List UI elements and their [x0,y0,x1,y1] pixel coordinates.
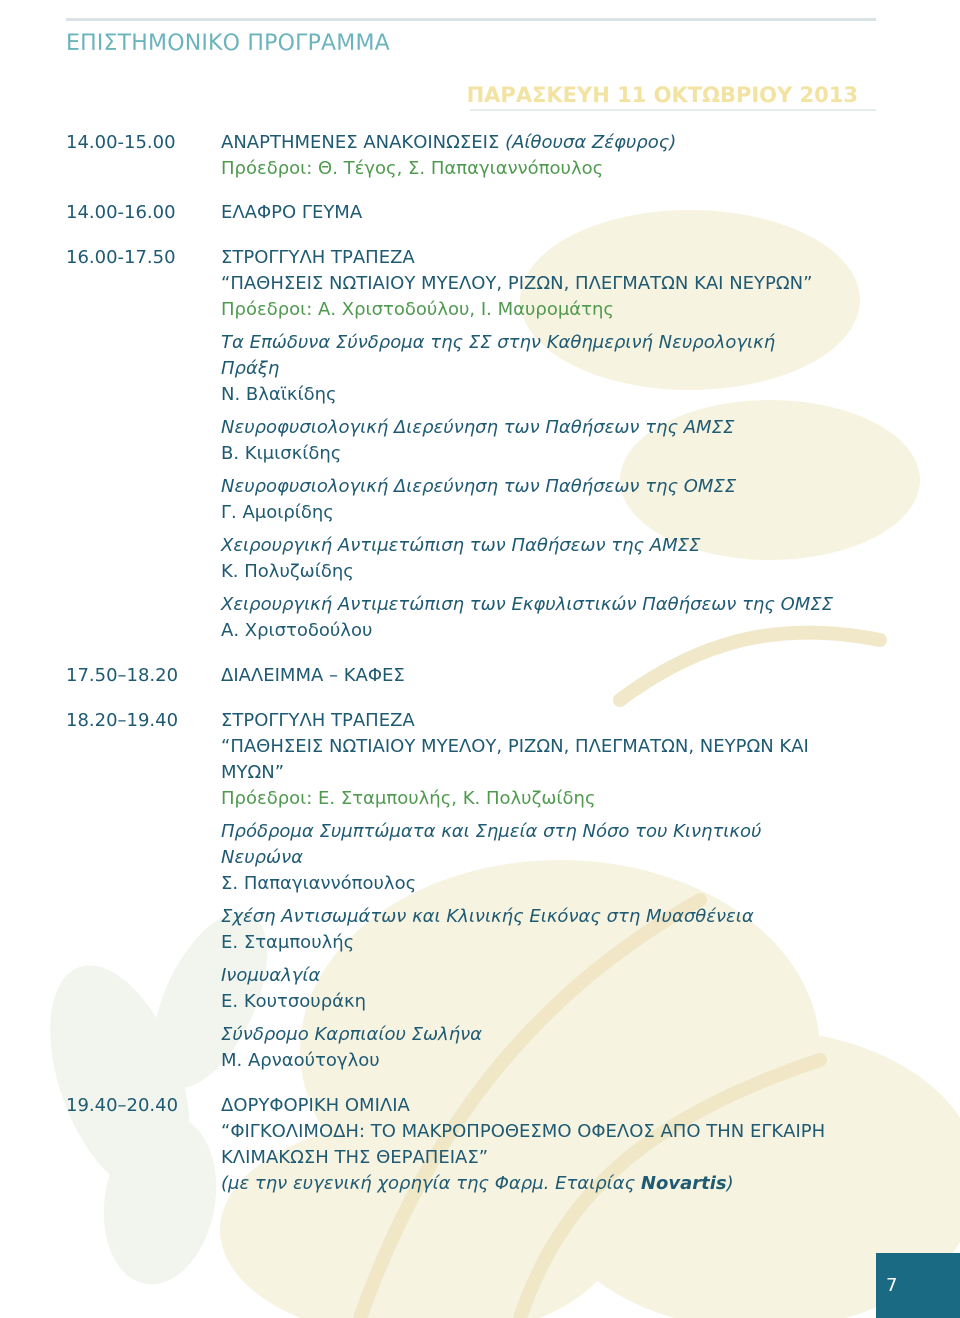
talk-speaker: Κ. Πολυζωίδης [221,561,354,582]
session-title: ΣΤΡΟΓΓΥΛΗ ΤΡΑΠΕΖΑ [221,247,415,268]
talk-item [221,533,901,585]
talk-title-cont: Πράξη [221,358,280,379]
session-subtitle: “ΠΑΘΗΣΕΙΣ ΝΩΤΙΑΙΟΥ ΜΥΕΛΟΥ, ΡΙΖΩΝ, ΠΛΕΓΜΑΤΩΝ ΚΑΙ ΝΕΥΡΩΝ” [221,273,813,294]
session-content [221,130,901,182]
top-divider [66,18,876,21]
session-title: ΔΙΑΛΕΙΜΜΑ – ΚΑΦΕΣ [221,665,405,686]
session-content [221,245,901,644]
session-title: ΑΝΑΡΤΗΜΕΝΕΣ ΑΝΑΚΟΙΝΩΣΕΙΣ [221,132,506,153]
talk-item [221,963,901,1015]
session-subtitle-cont: ΚΛΙΜΑΚΩΣΗ ΤΗΣ ΘΕΡΑΠΕΙΑΣ” [221,1147,489,1168]
talk-speaker: Σ. Παπαγιαννόπουλος [221,873,417,894]
talk-title: Νευροφυσιολογική Διερεύνηση των Παθήσεων της ΟΜΣΣ [221,476,737,497]
session-time: 16.00-17.50 [66,247,176,268]
talk-title: Σύνδρομο Καρπιαίου Σωλήνα [221,1024,483,1045]
session-content [221,200,901,226]
talk-speaker: Ν. Βλαϊκίδης [221,384,337,405]
sponsor-prefix: (με την ευγενική χορηγία της Φαρμ. Εταιρίας [221,1173,641,1194]
session-title: ΣΤΡΟΓΓΥΛΗ ΤΡΑΠΕΖΑ [221,710,415,731]
talk-item [221,819,901,897]
session-chairs: Πρόεδροι: Α. Χριστοδούλου, Ι. Μαυρομάτης [221,299,614,320]
session-subtitle-cont: ΜΥΩΝ” [221,762,285,783]
talk-speaker: Α. Χριστοδούλου [221,620,373,641]
talk-title: Σχέση Αντισωμάτων και Κλινικής Εικόνας στη Μυασθένεια [221,906,754,927]
session-content [221,1093,901,1197]
talk-speaker: Μ. Αρναούτογλου [221,1050,380,1071]
session-content [221,663,901,689]
talk-item [221,1022,901,1074]
talk-title-cont: Νευρώνα [221,847,304,868]
session-title: ΔΟΡΥΦΟΡΙΚΗ ΟΜΙΛΙΑ [221,1095,410,1116]
talk-title: Νευροφυσιολογική Διερεύνηση των Παθήσεων της ΑΜΣΣ [221,417,735,438]
page-number-tab [876,1253,960,1318]
talk-speaker: Ε. Σταμπουλής [221,932,355,953]
session-time: 14.00-15.00 [66,132,176,153]
session-content [221,708,901,1074]
session-chairs: Πρόεδροι: Θ. Τέγος, Σ. Παπαγιαννόπουλος [221,158,604,179]
talk-title: Τα Επώδυνα Σύνδρομα της ΣΣ στην Καθημερινή Νευρολογική [221,332,776,353]
sponsor-note [221,1171,901,1197]
program-date: ΠΑΡΑΣΚΕΥΗ 11 ΟΚΤΩΒΡΙΟΥ 2013 [466,83,858,107]
talk-speaker: Β. Κιμισκίδης [221,443,342,464]
talk-item [221,415,901,467]
talk-title: Πρόδρομα Συμπτώματα και Σημεία στη Νόσο του Κινητικού [221,821,762,842]
page-number: 7 [886,1275,898,1296]
session-time: 17.50–18.20 [66,665,179,686]
talk-item [221,904,901,956]
talk-title: Χειρουργική Αντιμετώπιση των Εκφυλιστικών Παθήσεων της ΟΜΣΣ [221,594,834,615]
talk-title: Χειρουργική Αντιμετώπιση των Παθήσεων της ΑΜΣΣ [221,535,701,556]
talk-item [221,592,901,644]
session-room-note: (Αίθουσα Ζέφυρος) [505,132,677,153]
session-title-line [221,130,901,156]
date-divider [470,109,876,111]
sponsor-suffix: ) [726,1173,734,1194]
talk-speaker: Γ. Αμοιρίδης [221,502,334,523]
session-chairs: Πρόεδροι: Ε. Σταμπουλής, Κ. Πολυζωίδης [221,788,596,809]
talk-title: Ινομυαλγία [221,965,321,986]
session-subtitle: “ΠΑΘΗΣΕΙΣ ΝΩΤΙΑΙΟΥ ΜΥΕΛΟΥ, ΡΙΖΩΝ, ΠΛΕΓΜΑΤΩΝ, ΝΕΥΡΩΝ ΚΑΙ [221,736,809,757]
page-title: ΕΠΙΣΤΗΜΟΝΙΚΟ ΠΡΟΓΡΑΜΜΑ [66,31,390,56]
session-time: 14.00-16.00 [66,202,176,223]
session-title: ΕΛΑΦΡΟ ΓΕΥΜΑ [221,202,363,223]
sponsor-name: Novartis [640,1173,727,1194]
session-time: 19.40–20.40 [66,1095,179,1116]
session-time: 18.20–19.40 [66,710,179,731]
session-subtitle: “ΦΙΓΚΟΛΙΜΟΔΗ: ΤΟ ΜΑΚΡΟΠΡΟΘΕΣΜΟ ΟΦΕΛΟΣ ΑΠΟ ΤΗΝ ΕΓΚΑΙΡΗ [221,1121,826,1142]
talk-item [221,330,901,408]
talk-item [221,474,901,526]
talk-speaker: Ε. Κουτσουράκη [221,991,367,1012]
